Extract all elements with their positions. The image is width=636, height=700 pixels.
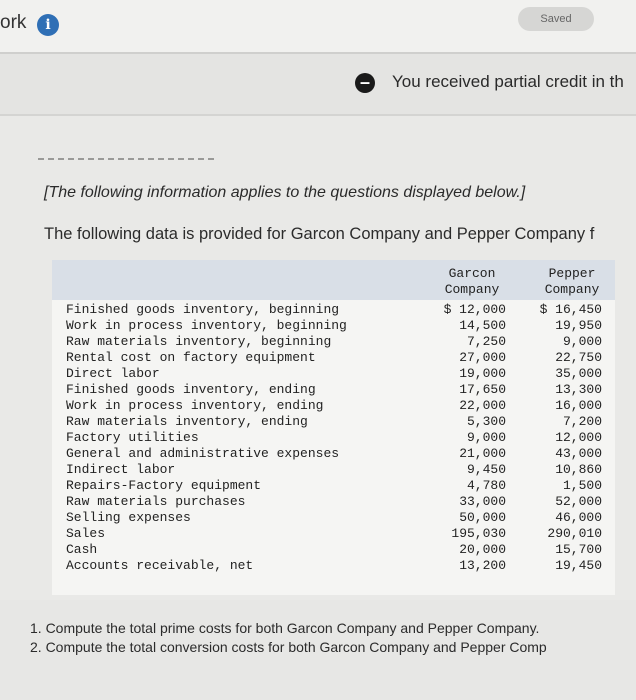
- table-row: [52, 558, 615, 574]
- question-2: 2. Compute the total conversion costs for both Garcon Company and Pepper Comp: [30, 639, 547, 655]
- pepper-value: 19,450: [555, 558, 602, 573]
- garcon-value: 17,650: [459, 382, 506, 397]
- table-row: [52, 302, 615, 318]
- table-row: [52, 334, 615, 350]
- saved-status-button[interactable]: Saved: [518, 7, 594, 31]
- pepper-value: 1,500: [562, 478, 602, 493]
- column-header-pepper: [529, 266, 615, 298]
- table-row: [52, 494, 615, 510]
- row-label: Raw materials inventory, ending: [66, 414, 308, 429]
- intro-note: [The following information applies to the questions displayed below.]: [44, 184, 526, 201]
- pepper-value: 16,000: [555, 398, 602, 413]
- pepper-value: 10,860: [555, 462, 602, 477]
- garcon-value: 4,780: [466, 478, 506, 493]
- row-label: Raw materials purchases: [66, 494, 246, 509]
- garcon-value: 50,000: [459, 510, 506, 525]
- pepper-value: 46,000: [555, 510, 602, 525]
- banner-divider: [0, 114, 636, 116]
- table-row: [52, 382, 615, 398]
- garcon-value: 13,200: [459, 558, 506, 573]
- row-label: General and administrative expenses: [66, 446, 340, 461]
- row-label: Cash: [66, 542, 98, 557]
- table-row: [52, 542, 615, 558]
- garcon-value: 195,030: [451, 526, 506, 541]
- row-label: Accounts receivable, net: [66, 558, 254, 573]
- row-label: Work in process inventory, beginning: [66, 318, 347, 333]
- row-label: Raw materials inventory, beginning: [66, 334, 332, 349]
- garcon-value: $ 12,000: [443, 302, 506, 317]
- table-row: [52, 510, 615, 526]
- row-label: Direct labor: [66, 366, 160, 381]
- intro-lead-text: The following data is provided for Garcon Company and Pepper Company f: [44, 225, 595, 243]
- column-header-line: Company: [544, 282, 600, 297]
- table-row: [52, 350, 615, 366]
- pepper-value: 22,750: [555, 350, 602, 365]
- row-label: Repairs-Factory equipment: [66, 478, 262, 493]
- row-label: Work in process inventory, ending: [66, 398, 324, 413]
- pepper-value: 52,000: [555, 494, 602, 509]
- garcon-value: 9,000: [466, 430, 506, 445]
- garcon-value: 20,000: [459, 542, 506, 557]
- row-label: Finished goods inventory, ending: [66, 382, 316, 397]
- column-header-garcon: [430, 266, 514, 298]
- column-header-line: Company: [444, 282, 500, 297]
- row-label: Factory utilities: [66, 430, 199, 445]
- table-row: [52, 526, 615, 542]
- minus-circle-icon: –: [355, 73, 375, 93]
- garcon-value: 19,000: [459, 366, 506, 381]
- table-row: [52, 318, 615, 334]
- garcon-value: 14,500: [459, 318, 506, 333]
- column-header-line: Garcon: [448, 266, 496, 281]
- pepper-value: 13,300: [555, 382, 602, 397]
- row-label: Selling expenses: [66, 510, 191, 525]
- table-row: [52, 366, 615, 382]
- garcon-value: 22,000: [459, 398, 506, 413]
- garcon-value: 7,250: [466, 334, 506, 349]
- row-label: Finished goods inventory, beginning: [66, 302, 340, 317]
- pepper-value: 43,000: [555, 446, 602, 461]
- top-bar: [0, 0, 636, 52]
- pepper-value: 19,950: [555, 318, 602, 333]
- table-row: [52, 462, 615, 478]
- pepper-value: $ 16,450: [539, 302, 602, 317]
- table-row: [52, 430, 615, 446]
- pepper-value: 9,000: [562, 334, 602, 349]
- row-label: Sales: [66, 526, 106, 541]
- garcon-value: 33,000: [459, 494, 506, 509]
- table-row: [52, 398, 615, 414]
- info-icon[interactable]: i: [37, 14, 59, 36]
- pepper-value: 35,000: [555, 366, 602, 381]
- garcon-value: 27,000: [459, 350, 506, 365]
- table-row: [52, 446, 615, 462]
- pepper-value: 15,700: [555, 542, 602, 557]
- banner-message: You received partial credit in th: [392, 72, 624, 91]
- table-row: [52, 478, 615, 494]
- row-label: Rental cost on factory equipment: [66, 350, 316, 365]
- app-title: ork: [0, 12, 27, 33]
- pepper-value: 290,010: [547, 526, 602, 541]
- garcon-value: 5,300: [466, 414, 506, 429]
- garcon-value: 9,450: [466, 462, 506, 477]
- question-1: 1. Compute the total prime costs for both Garcon Company and Pepper Company.: [30, 620, 540, 636]
- garcon-value: 21,000: [459, 446, 506, 461]
- column-header-line: Pepper: [548, 266, 596, 281]
- row-label: Indirect labor: [66, 462, 176, 477]
- cost-data-table: [52, 260, 615, 595]
- table-row: [52, 414, 615, 430]
- pepper-value: 12,000: [555, 430, 602, 445]
- dashed-divider: [38, 158, 214, 160]
- pepper-value: 7,200: [562, 414, 602, 429]
